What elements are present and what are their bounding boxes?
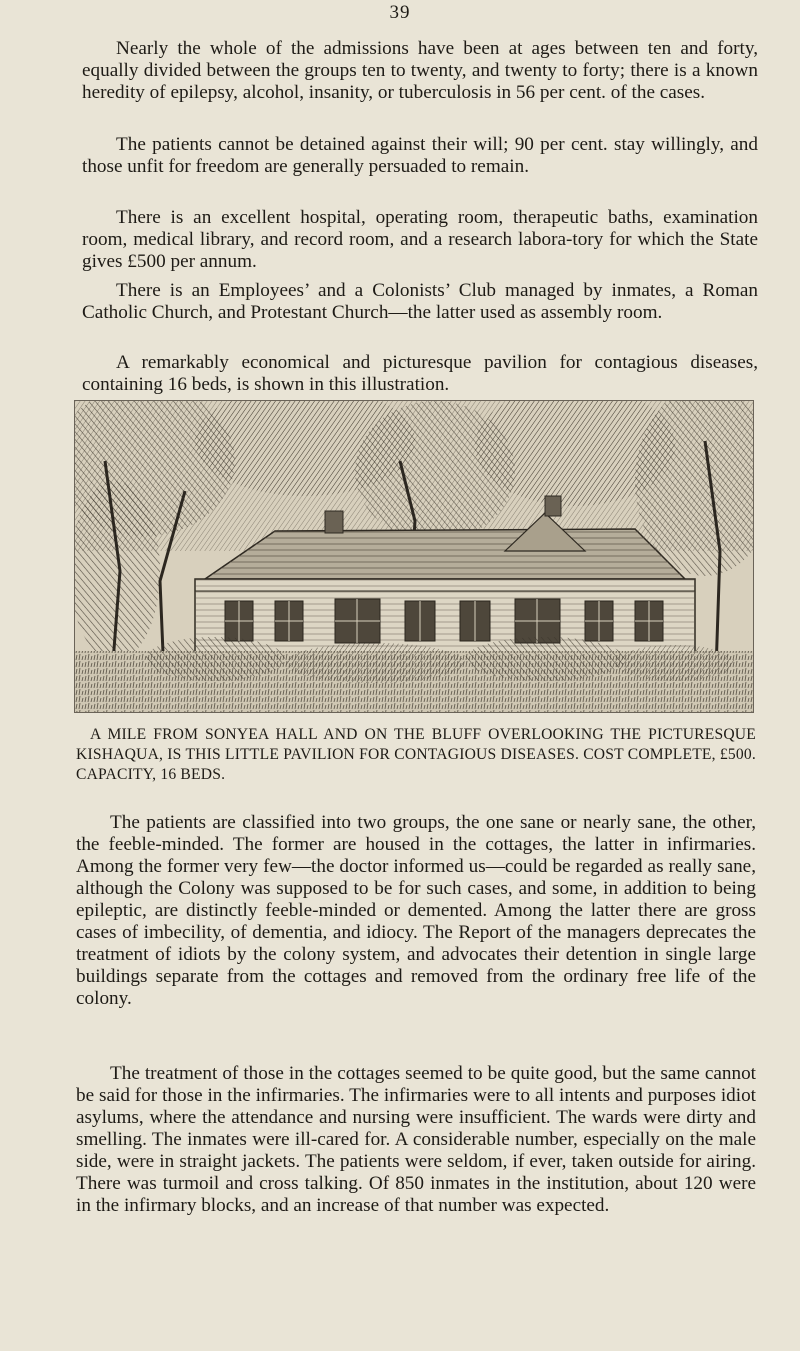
paragraph-detention: The patients cannot be detained against their will; 90 per cent. stay willingly, and those unfit for freedom are generally persuaded to remain. — [82, 134, 758, 177]
foreground-shrubs — [75, 637, 753, 712]
pavilion-illustration — [74, 400, 754, 713]
page-number: 39 — [389, 2, 411, 23]
paragraph-clubs-churches: There is an Employees’ and a Colonists’ Club managed by inmates, a Roman Catholic Church, and Protestant Church—the latter used as assembly room. — [82, 280, 758, 323]
paragraph-admissions: Nearly the whole of the admissions have been at ages between ten and forty, equally divided between the groups ten to twenty, and twenty to forty; there is a known heredity of epilepsy, alcohol, insanity, or tuberculosis in 56 per cent. of the cases. — [82, 38, 758, 103]
paragraph-pavilion-intro: A remarkably economical and picturesque pavilion for contagious diseases, containing 16 beds, is shown in this illustration. — [82, 352, 758, 395]
pavilion-walls — [195, 579, 695, 654]
paragraph-treatment: The treatment of those in the cottages seemed to be quite good, but the same cannot be said for those in the infirmaries. The infirmaries were to all intents and purposes idiot asylums, where the attendance and nursing were insufficient. The wards were dirty and smelling. The inmates were ill-cared for. A considerable number, especially on the male side, were in straight jackets. The patients were seldom, if ever, taken outside for airing. There was turmoil and cross talking. Of 850 inmates in the institution, about 120 were in the infirmary blocks, and an increase of that number was expected. — [76, 1063, 756, 1216]
pavilion-engraving — [75, 401, 753, 712]
paragraph-hospital: There is an excellent hospital, operating room, therapeutic baths, examination room, medical library, and record room, and a research labora-tory for which the State gives £500 per annum. — [82, 207, 758, 272]
figure-caption: A MILE FROM SONYEA HALL AND ON THE BLUFF OVERLOOKING THE PICTURESQUE KISHAQUA, IS THIS LITTLE PAVILION FOR CONTAGIOUS DISEASES. COST COMPLETE, £500. CAPACITY, 16 BEDS. — [76, 726, 756, 783]
paragraph-classification: The patients are classified into two groups, the one sane or nearly sane, the other, the feeble-minded. The former are housed in the cottages, the latter in infirmaries. Among the former very few—the doctor informed us—could be regarded as really sane, although the Colony was supposed to be for such cases, and some, in addition to being epileptic, are distinctly feeble-minded or demented. Among the latter there are gross cases of imbecility, of dementia, and idiocy. The Report of the managers deprecates the treatment of idiots by the colony system, and advocates their detention in single large buildings separate from the cottages and removed from the ordinary free life of the colony. — [76, 812, 756, 1009]
